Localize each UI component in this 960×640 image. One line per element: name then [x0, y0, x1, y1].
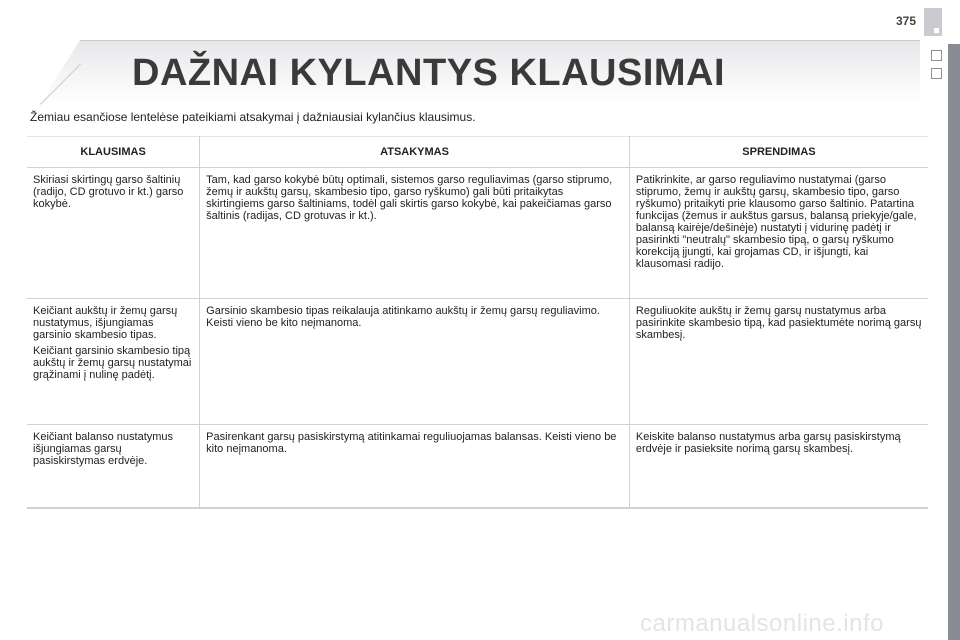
solution-cell: Keiskite balanso nustatymus arba garsų pasiskirstymą erdvėje ir pasieksite norimą garsų skambesį. — [629, 425, 928, 509]
table-row — [27, 425, 928, 509]
header-divider — [80, 40, 920, 41]
faq-table — [27, 136, 928, 509]
column-header-answer: ATSAKYMAS — [200, 137, 630, 168]
table-header-row — [27, 137, 928, 168]
solution-cell: Reguliuokite aukštų ir žemų garsų nustatymus arba pasirinkite skambesio tipą, kad pasiektumėte norimą garsų skambesį. — [629, 299, 928, 425]
solution-cell: Patikrinkite, ar garso reguliavimo nustatymai (garso stiprumo, žemų ir aukštų garsų, skambesio tipo, garso ryškumo) pritaikyti prie klausomo garso šaltinio. Patartina funkcijas (žemus ir aukštus garsus, balansą priekyje/gale, balansą kairėje/dešinėje) nustatyti į vidurinę padėtį ir pasirinkti "neutralų" skambesio tipą, o garsų ryškumo korekciją įjungti, kai grojamas CD, ir išjungti, kai klausomasi radijo. — [629, 168, 928, 299]
answer-cell: Tam, kad garso kokybė būtų optimali, sistemos garso reguliavimas (garso stiprumo, žemų ir aukštų garsų, skambesio tipo, garso ryškumo) gali būti pritaikytas skirtingiems garso šaltiniams, todėl gali skirtis garso kokybė, kai pakeičiamas garso šaltinis (radijas, CD grotuvas ir kt.). — [200, 168, 630, 299]
intro-text: Žemiau esančiose lentelėse pateikiami atsakymai į dažniausiai kylančius klausimus. — [30, 110, 476, 124]
question-text: Keičiant balanso nustatymus išjungiamas garsų pasiskirstymas erdvėje. — [33, 431, 174, 467]
page-title: DAŽNAI KYLANTYS KLAUSIMAI — [132, 52, 726, 94]
question-text: Keičiant aukštų ir žemų garsų nustatymus, išjungiamas garsinio skambesio tipas. — [33, 305, 178, 341]
question-text: Keičiant garsinio skambesio tipą aukštų ir žemų garsų nustatymai grąžinami į nulinę padėtį. — [33, 345, 192, 381]
question-cell — [27, 299, 200, 425]
question-cell — [27, 168, 200, 299]
watermark: carmanualsonline.info — [640, 610, 884, 637]
table-row — [27, 299, 928, 425]
side-chapter-strip — [948, 44, 960, 640]
table-row — [27, 168, 928, 299]
side-square-icon — [931, 50, 942, 61]
page-tab-marker — [924, 8, 942, 36]
page-number: 375 — [895, 14, 916, 28]
column-header-solution: SPRENDIMAS — [629, 137, 928, 168]
side-square-icon — [931, 68, 942, 79]
question-text: Skiriasi skirtingų garso šaltinių (radijo, CD grotuvo ir kt.) garso kokybė. — [33, 174, 184, 210]
answer-cell: Garsinio skambesio tipas reikalauja atitinkamo aukštų ir žemų garsų reguliavimo. Keisti vieno be kito neįmanoma. — [200, 299, 630, 425]
question-cell — [27, 425, 200, 509]
answer-cell: Pasirenkant garsų pasiskirstymą atitinkamai reguliuojamas balansas. Keisti vieno be kito neįmanoma. — [200, 425, 630, 509]
tab-square-icon — [934, 28, 939, 33]
column-header-question: KLAUSIMAS — [27, 137, 200, 168]
